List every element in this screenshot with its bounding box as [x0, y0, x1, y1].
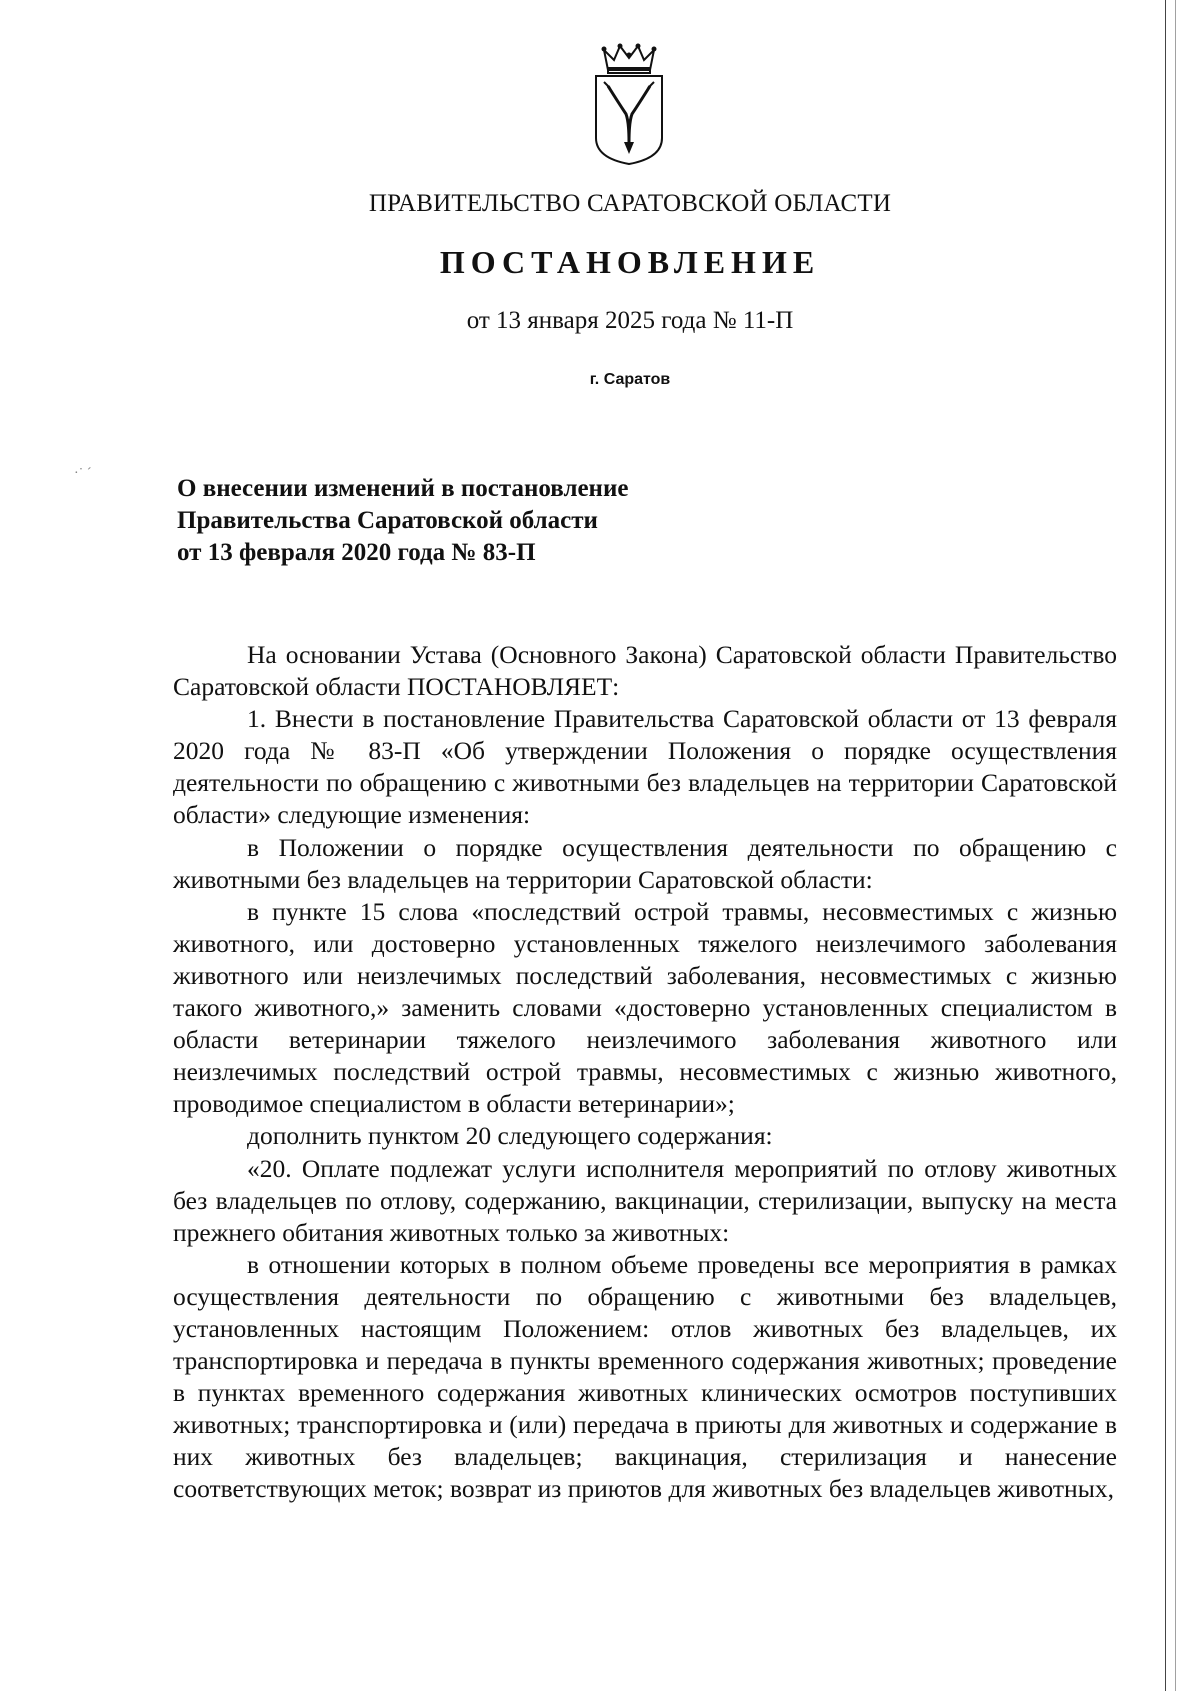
subject-line: Правительства Саратовской области — [177, 507, 598, 534]
body-paragraph: дополнить пунктом 20 следующего содержания: — [247, 1121, 773, 1151]
document-city: г. Саратов — [589, 371, 671, 388]
body-paragraph: в отношении которых в полном объеме проведены все мероприятия в рамках осуществления деятельности по обращению с животными без владельцев, установленных настоящим Положением: отлов животных без владельцев, их транспортировка и передача в пункты временного содержания животных; проведение в пунктах временного содержания животных клинических осмотров поступивших животных; транспортировка и (или) передача в приюты для животных и содержание в них животных без владельцев; вакцинация, стерилизация и нанесение соответствующих меток; возврат из приютов для животных без владельцев животных, — [173, 1249, 1117, 1504]
document-type: ПОСТАНОВЛЕНИЕ — [439, 244, 821, 280]
body-paragraph: На основании Устава (Основного Закона) Саратовской области Правительство Саратовской области ПОСТАНОВЛЯЕТ: — [173, 640, 1117, 702]
document-subject — [177, 473, 737, 569]
scan-speck: ·˙ ˊ — [74, 466, 92, 481]
saratov-coat-of-arms-icon — [590, 42, 668, 166]
body-paragraph: в пункте 15 слова «последствий острой травмы, несовместимых с жизнью животного, или достоверно установленных тяжелого неизлечимого заболевания животного или неизлечимых последствий заболевания, несовместимых с жизнью такого животного,» заменить словами «достоверно установленных специалистом в области ветеринарии тяжелого неизлечимого заболевания животного или неизлечимых последствий острой травмы, несовместимых с жизнью животного, проводимое специалистом в области ветеринарии»; — [173, 896, 1117, 1119]
body-paragraph: «20. Оплате подлежат услуги исполнителя мероприятий по отлову животных без владельцев по отлову, содержанию, вакцинации, стерилизации, выпуску на места прежнего обитания животных только за животных: — [173, 1153, 1117, 1247]
document-body — [173, 639, 1117, 1506]
government-name: ПРАВИТЕЛЬСТВО САРАТОВСКОЙ ОБЛАСТИ — [368, 190, 892, 217]
body-paragraph: в Положении о порядке осуществления деятельности по обращению с животными без владельцев на территории Саратовской области: — [173, 832, 1117, 894]
body-paragraph: 1. Внести в постановление Правительства Саратовской области от 13 февраля 2020 года № 83-П «Об утверждении Положения о порядке осуществления деятельности по обращению с животными без владельцев на территории Саратовской области» следующие изменения: — [173, 704, 1117, 830]
document-date-number: от 13 января 2025 года № 11-П — [466, 307, 794, 334]
subject-line: О внесении изменений в постановление — [177, 475, 629, 502]
subject-line: от 13 февраля 2020 года № 83-П — [177, 539, 536, 566]
